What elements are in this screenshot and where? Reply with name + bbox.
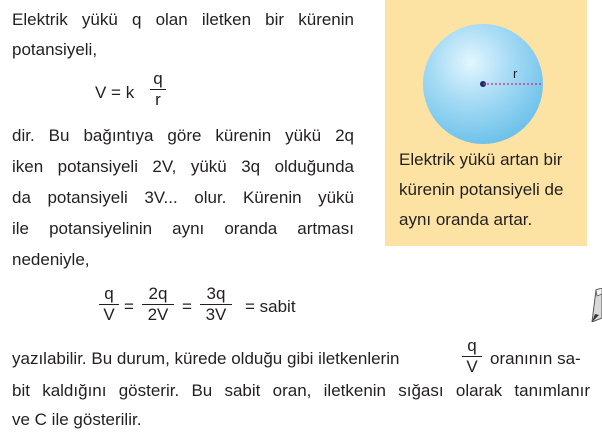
fraction-numerator: q — [104, 284, 114, 303]
fraction-denominator: 3V — [205, 305, 227, 324]
paragraph-2-line-5: nedeniyle, — [12, 250, 90, 269]
sphere-illustration — [385, 0, 587, 150]
fraction-denominator: V — [466, 357, 478, 376]
formula-tail: = sabit — [245, 297, 296, 316]
fraction-q-over-v — [99, 285, 119, 324]
fraction-numerator: q — [153, 69, 163, 88]
paragraph-2-line-3: da potansiyeli 3V... olur. Kürenin yükü — [12, 188, 354, 207]
fraction-numerator: 2q — [148, 284, 168, 303]
fraction-q-over-v-inline — [462, 337, 482, 376]
paragraph-3-line-1-start: yazılabilir. Bu durum, kürede olduğu gibi iletkenlerin — [12, 349, 400, 368]
fraction-2q-over-2v — [142, 285, 174, 324]
paragraph-2-line-2: iken potansiyeli 2V, yükü 3q olduğunda — [12, 157, 354, 176]
fraction-numerator: 3q — [206, 284, 226, 303]
sidebox-line-2: kürenin potansiyeli de — [399, 180, 564, 199]
paragraph-3-line-1-end: oranının sa- — [490, 349, 581, 368]
fraction-3q-over-3v — [200, 285, 232, 324]
radius-label: r — [513, 66, 518, 81]
fraction-denominator: r — [155, 90, 161, 109]
paragraph-1-line-1: Elektrik yükü q olan iletken bir kürenin — [12, 10, 354, 29]
fraction-q-over-r — [150, 70, 166, 109]
fraction-denominator: 2V — [147, 305, 169, 324]
paragraph-2-line-4: ile potansiyelinin aynı oranda artması — [12, 219, 354, 238]
equals-sign-2: = — [182, 297, 192, 316]
paragraph-2-line-1: dir. Bu bağıntıya göre kürenin yükü 2q — [12, 126, 354, 145]
paragraph-1-line-2: potansiyeli, — [12, 40, 98, 59]
equals-sign-1: = — [124, 297, 134, 316]
sidebox-line-1: Elektrik yükü artan bir — [399, 150, 563, 169]
pencil-icon — [586, 288, 602, 322]
paragraph-3-line-2: bit kaldığını gösterir. Bu sabit oran, iletkenin sığası olarak tanımlanır — [12, 381, 590, 400]
info-sidebox — [385, 0, 587, 246]
paragraph-3-line-3: ve C ile gösterilir. — [12, 410, 142, 429]
sidebox-line-3: aynı oranda artar. — [399, 210, 533, 229]
fraction-numerator: q — [467, 336, 477, 355]
formula-lhs: V = k — [95, 83, 135, 102]
fraction-denominator: V — [103, 305, 115, 324]
